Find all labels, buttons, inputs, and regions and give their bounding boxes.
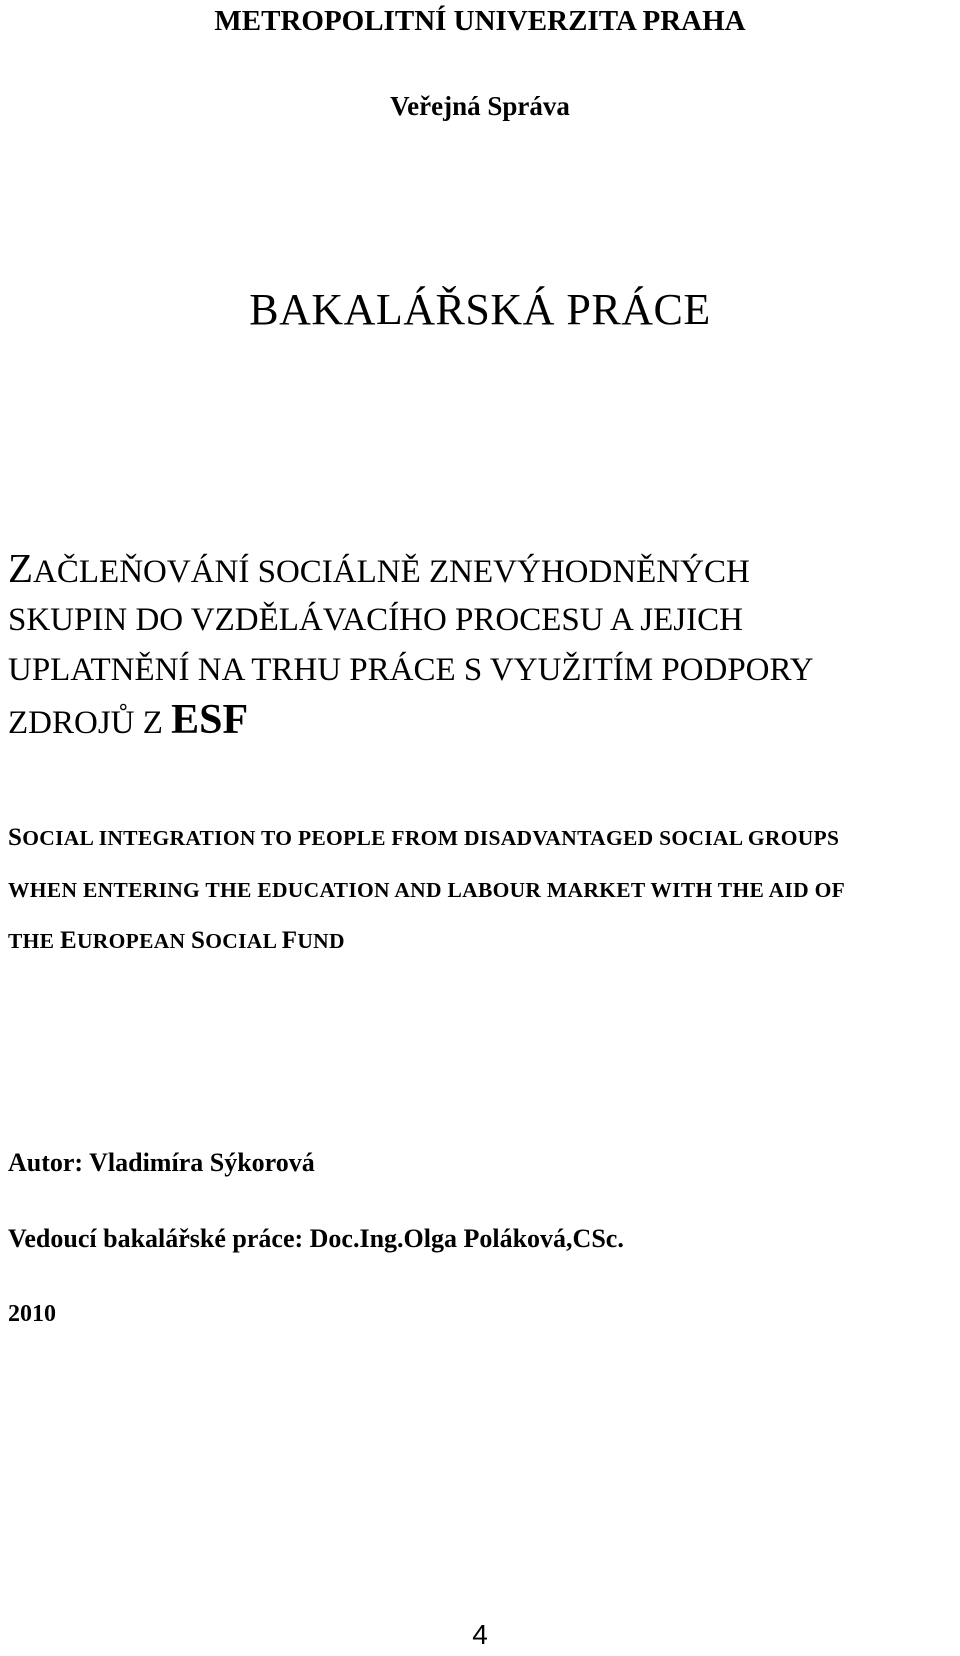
english-title-part-4: UND (297, 929, 345, 953)
english-title-part-2: UROPEAN (76, 929, 192, 953)
english-title-line-2: WHEN ENTERING THE EDUCATION AND LABOUR MARKET WITH THE AID OF (8, 878, 846, 902)
supervisor-line: Vedoucí bakalářské práce: Doc.Ing.Olga Poláková,CSc. (8, 1224, 624, 1253)
university-name: METROPOLITNÍ UNIVERZITA PRAHA (214, 5, 746, 37)
english-title-line-1 (8, 823, 839, 853)
english-title-cap-e: E (59, 927, 77, 954)
department-name: Veřejná Správa (390, 91, 570, 121)
czech-title-line-4 (8, 698, 248, 745)
english-title-initial: S (8, 824, 23, 851)
czech-title-line-1-text: AČLEŇOVÁNÍ SOCIÁLNĚ ZNEVÝHODNĚNÝCH (33, 554, 750, 590)
czech-title-esf: ESF (171, 697, 249, 743)
thesis-type: BAKALÁŘSKÁ PRÁCE (249, 285, 711, 334)
czech-title-line-4-text: ZDROJŮ Z (8, 705, 172, 741)
czech-title-line-1 (8, 546, 750, 594)
year: 2010 (8, 1301, 56, 1327)
czech-title-initial: Z (8, 545, 34, 591)
english-title-line-3 (8, 926, 345, 956)
czech-title-line-3: UPLATNĚNÍ NA TRHU PRÁCE S VYUŽITÍM PODPORY (8, 652, 814, 688)
page-number: 4 (472, 1619, 488, 1650)
author-line: Autor: Vladimíra Sýkorová (8, 1148, 315, 1177)
english-title-part-3: OCIAL (205, 929, 282, 953)
english-title-line-1-text: OCIAL INTEGRATION TO PEOPLE FROM DISADVANTAGED SOCIAL GROUPS (22, 826, 840, 850)
english-title-cap-s: S (191, 927, 206, 954)
czech-title-line-2: SKUPIN DO VZDĚLÁVACÍHO PROCESU A JEJICH (8, 602, 743, 638)
english-title-cap-f: F (281, 927, 298, 954)
english-title-part-1: THE (8, 929, 60, 953)
